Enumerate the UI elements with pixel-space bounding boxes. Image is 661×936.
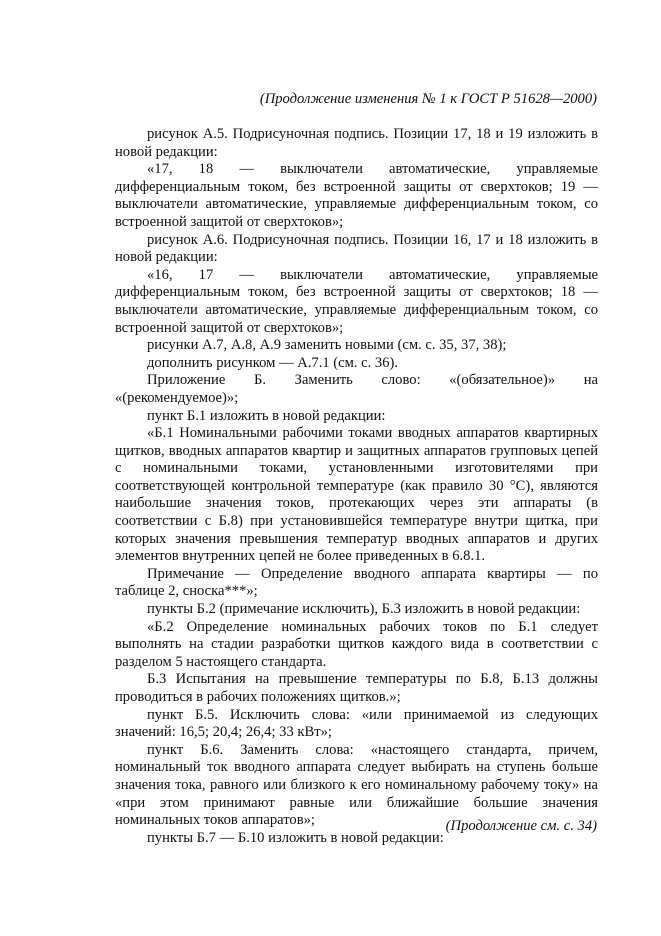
paragraph: Приложение Б. Заменить слово: «(обязательное)» на «(рекомендуемое)»; bbox=[115, 372, 598, 406]
paragraph: «16, 17 — выключатели автоматические, управляемые дифференциальным током, без встроенной защиты от сверхтоков; 18 — выключатели автоматические, управляемые дифференциальным током, со встроенной защитой от сверхтоков»; bbox=[115, 266, 598, 336]
page-footer: (Продолжение см. с. 34) bbox=[445, 818, 597, 834]
paragraph: Б.3 Испытания на превышение температуры по Б.8, Б.13 должны проводиться в рабочих положениях щитков.»; bbox=[115, 671, 598, 705]
paragraph: «17, 18 — выключатели автоматические, управляемые дифференциальным током, без встроенной защиты от сверхтоков; 19 — выключатели автоматические, управляемые дифференциальным током, со встроенной защитой от сверхтоков»; bbox=[115, 161, 598, 230]
paragraph: рисунки А.7, А.8, А.9 заменить новыми (см. с. 35, 37, 38); bbox=[147, 337, 507, 354]
paragraph: пункт Б.1 изложить в новой редакции: bbox=[147, 407, 386, 424]
paragraph: рисунок А.5. Подрисуночная подпись. Позиции 17, 18 и 19 изложить в новой редакции: bbox=[115, 126, 598, 160]
paragraph: пункты Б.2 (примечание исключить), Б.3 изложить в новой редакции: bbox=[147, 601, 581, 618]
paragraph: «Б.1 Номинальными рабочими токами вводных аппаратов квартирных щитков, вводных аппаратов квартир и защитных аппаратов групповых цепей с номинальными токами, установленными изготовителями при соответствующей контрольной температуре (как правило 30 °С), являются наибольшие значения токов, протекающих через эти аппараты (в соответствии с Б.8) при установившейся температуре внутри щитка, при которых значения превышения температур вводных аппаратов и других элементов внутренних цепей не более приведенных в 6.8.1. bbox=[115, 425, 598, 565]
paragraph: пункт Б.5. Исключить слова: «или принимаемой из следующих значений: 16,5; 20,4; 26,4; 33 кВт»; bbox=[115, 706, 598, 741]
page-header: (Продолжение изменения № 1 к ГОСТ Р 51628—2000) bbox=[259, 91, 597, 107]
note-paragraph: Примечание — Определение вводного аппарата квартиры — по таблице 2, сноска***»; bbox=[115, 565, 598, 600]
paragraph: «Б.2 Определение номинальных рабочих токов по Б.1 следует выполнять на стадии разработки щитков каждого вида в соответствии с разделом 5 настоящего стандарта. bbox=[115, 618, 598, 670]
paragraph: пункт Б.6. Заменить слова: «настоящего стандарта, причем, номинальный ток вводного аппарата следует выбирать на ступень больше значения тока, равного или близкого к его номинальному рабочему току» на «при этом принимают равные или ближайшие большие значения номинальных токов аппаратов»; bbox=[115, 741, 598, 829]
paragraph: рисунок А.6. Подрисуночная подпись. Позиции 16, 17 и 18 изложить в новой редакции: bbox=[115, 231, 598, 266]
document-body bbox=[115, 126, 598, 847]
paragraph: дополнить рисунком — А.7.1 (см. с. 36). bbox=[147, 354, 399, 371]
paragraph: пункты Б.7 — Б.10 изложить в новой редакции: bbox=[147, 829, 444, 846]
